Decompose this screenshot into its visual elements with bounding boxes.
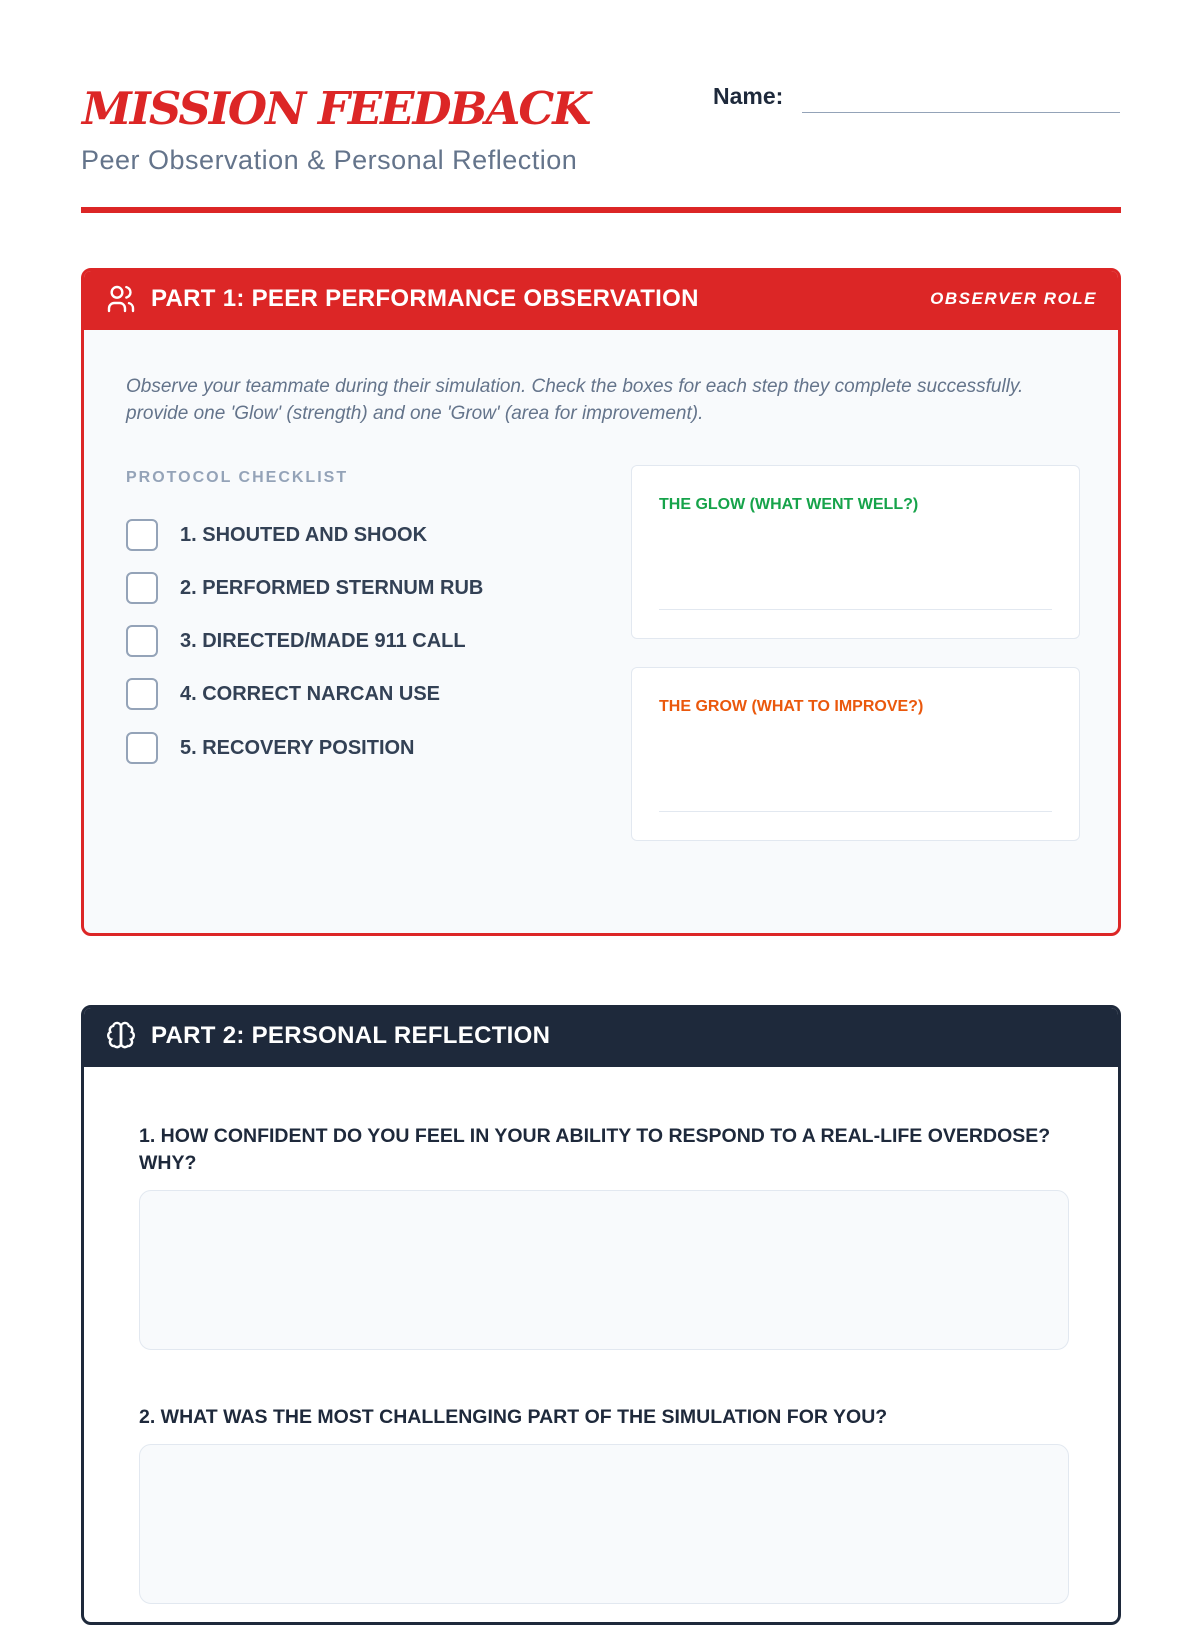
checklist-item[interactable]	[126, 678, 440, 710]
grow-label: THE GROW (WHAT TO IMPROVE?)	[659, 698, 924, 715]
checklist-item[interactable]	[126, 732, 415, 764]
observer-role-badge: OBSERVER ROLE	[930, 289, 1097, 308]
users-icon	[105, 283, 137, 315]
instructions: Observe your teammate during their simulation. Check the boxes for each step they complete successfully. provide one 'Glow' (strength) and one 'Grow' (area for improvement).	[126, 376, 1024, 424]
checklist-label: PROTOCOL CHECKLIST	[126, 469, 349, 486]
part1-header	[81, 268, 1121, 330]
part2-title: PART 2: PERSONAL REFLECTION	[151, 1022, 551, 1049]
checklist-item-label: 5. RECOVERY POSITION	[180, 736, 415, 759]
checkbox[interactable]	[126, 732, 158, 764]
part1-title: PART 1: PEER PERFORMANCE OBSERVATION	[151, 285, 699, 312]
checklist-item[interactable]	[126, 572, 483, 604]
part2-header	[81, 1005, 1121, 1067]
question-1: 1. HOW CONFIDENT DO YOU FEEL IN YOUR ABILITY TO RESPOND TO A REAL-LIFE OVERDOSE? WHY?	[139, 1125, 1051, 1174]
glow-label: THE GLOW (WHAT WENT WELL?)	[659, 496, 919, 513]
question-2: 2. WHAT WAS THE MOST CHALLENGING PART OF THE SIMULATION FOR YOU?	[139, 1406, 888, 1428]
glow-box[interactable]	[631, 465, 1080, 639]
checklist-item-label: 2. PERFORMED STERNUM RUB	[180, 576, 484, 599]
answer-1-textarea[interactable]	[139, 1190, 1069, 1350]
page-subtitle: Peer Observation & Personal Reflection	[81, 145, 578, 175]
grow-box[interactable]	[631, 667, 1080, 841]
name-label: Name:	[713, 83, 784, 109]
header-divider	[81, 207, 1121, 213]
checkbox[interactable]	[126, 678, 158, 710]
part1-section	[81, 268, 1121, 936]
checklist-item[interactable]	[126, 625, 466, 657]
checklist-item-label: 1. SHOUTED AND SHOOK	[180, 523, 428, 546]
name-field[interactable]	[802, 112, 1120, 113]
checklist-item-label: 4. CORRECT NARCAN USE	[180, 682, 441, 705]
checklist-item-label: 3. DIRECTED/MADE 911 CALL	[180, 629, 466, 652]
grow-write-line[interactable]	[659, 811, 1052, 812]
page-title: MISSION FEEDBACK	[82, 82, 590, 135]
brain-icon	[105, 1020, 137, 1052]
checklist-item[interactable]	[126, 519, 427, 551]
part2-section	[81, 1005, 1121, 1625]
checkbox[interactable]	[126, 572, 158, 604]
checkbox[interactable]	[126, 625, 158, 657]
glow-write-line[interactable]	[659, 609, 1052, 610]
checkbox[interactable]	[126, 519, 158, 551]
answer-2-textarea[interactable]	[139, 1444, 1069, 1604]
